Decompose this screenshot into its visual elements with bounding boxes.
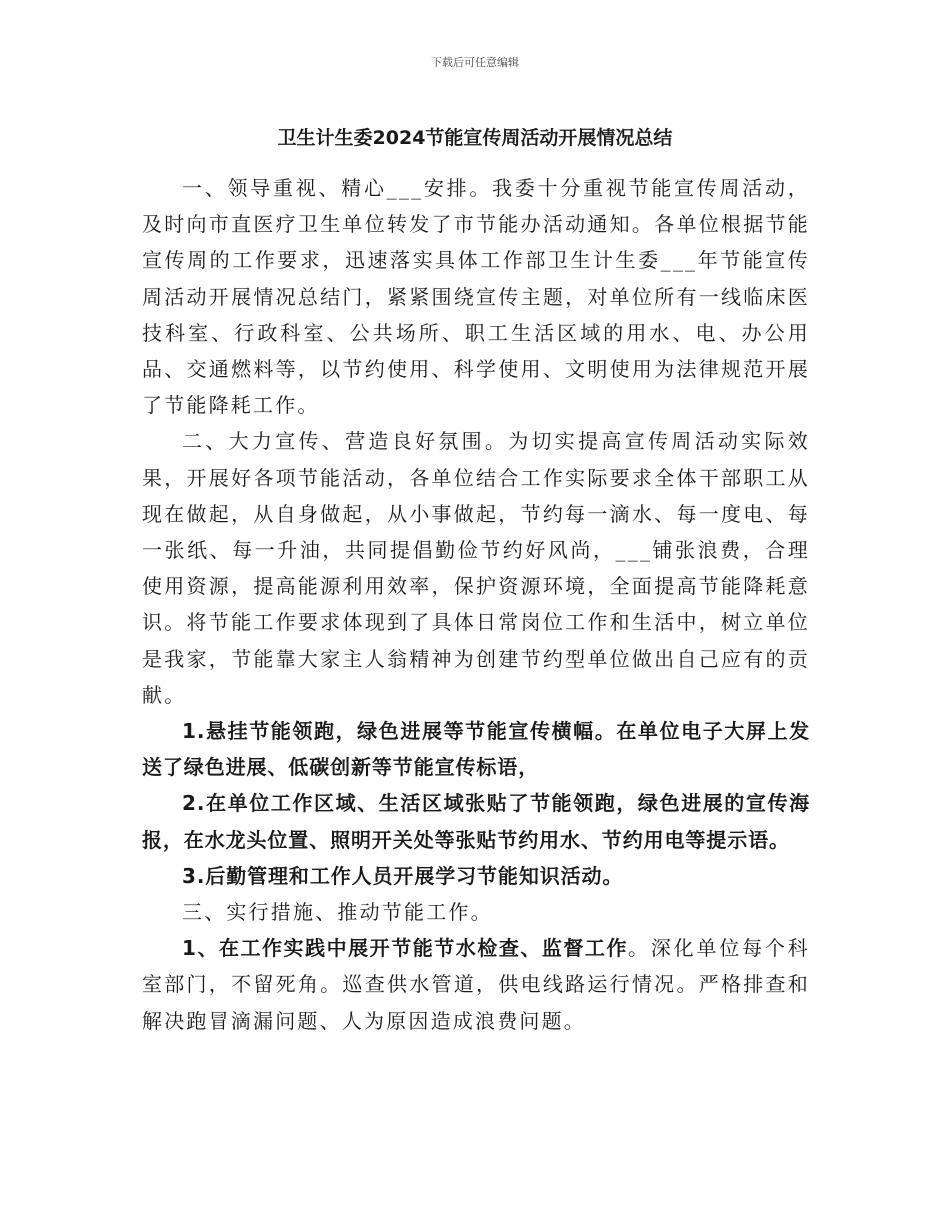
document-title: 卫生计生委2024节能宣传周活动开展情况总结 xyxy=(277,127,673,149)
inspection-lead: 1、在工作实践中展开节能节水检查、监督工作 xyxy=(182,936,628,961)
paragraph-inspection xyxy=(142,930,810,1039)
paragraph-measures-heading: 三、实行措施、推动节能工作。 xyxy=(182,900,493,925)
paragraph-leadership: 一、领导重视、精心___安排。我委十分重视节能宣传周活动，及时向市直医疗卫生单位转发了市节能办活动通知。各单位根据节能宣传周的工作要求，迅速落实具体工作部卫生计生委___年节能宣传周活动开展情况总结门，紧紧围绕宣传主题，对单位所有一线临床医技科室、行政科室、公共场所、职工生活区域的用水、电、办公用品、交通燃料等，以节约使用、科学使用、文明使用为法律规范开展了节能降耗工作。 xyxy=(142,176,810,418)
paragraph-publicity: 二、大力宣传、营造良好氛围。为切实提高宣传周活动实际效果，开展好各项节能活动，各单位结合工作实际要求全体干部职工从现在做起，从自身做起，从小事做起，节约每一滴水、每一度电、每一张纸、每一升油，共同提倡勤俭节约好风尚，___铺张浪费，合理使用资源，提高能源利用效率，保护资源环境，全面提高节能降耗意识。将节能工作要求体现到了具体日常岗位工作和生活中，树立单位是我家，节能靠大家主人翁精神为创建节约型单位做出自己应有的贡献。 xyxy=(142,429,810,707)
paragraph-posters: 2.在单位工作区域、生活区域张贴了节能领跑，绿色进展的宣传海报，在水龙头位置、照明开关处等张贴节约用水、节约用电等提示语。 xyxy=(142,791,810,852)
paragraph-training: 3.后勤管理和工作人员开展学习节能知识活动。 xyxy=(182,863,624,888)
document-body xyxy=(142,170,810,1039)
inspection-detail: 。深化单位每个科室部门，不留死角。巡查供水管道，供电线路运行情况。严格排查和解决跑冒滴漏问题、人为原因造成浪费问题。 xyxy=(142,936,810,1033)
header-note: 下载后可任意编辑 xyxy=(431,56,519,69)
paragraph-banners: 1.悬挂节能领跑，绿色进展等节能宣传横幅。在单位电子大屏上发送了绿色进展、低碳创新等节能宣传标语， xyxy=(142,719,810,780)
